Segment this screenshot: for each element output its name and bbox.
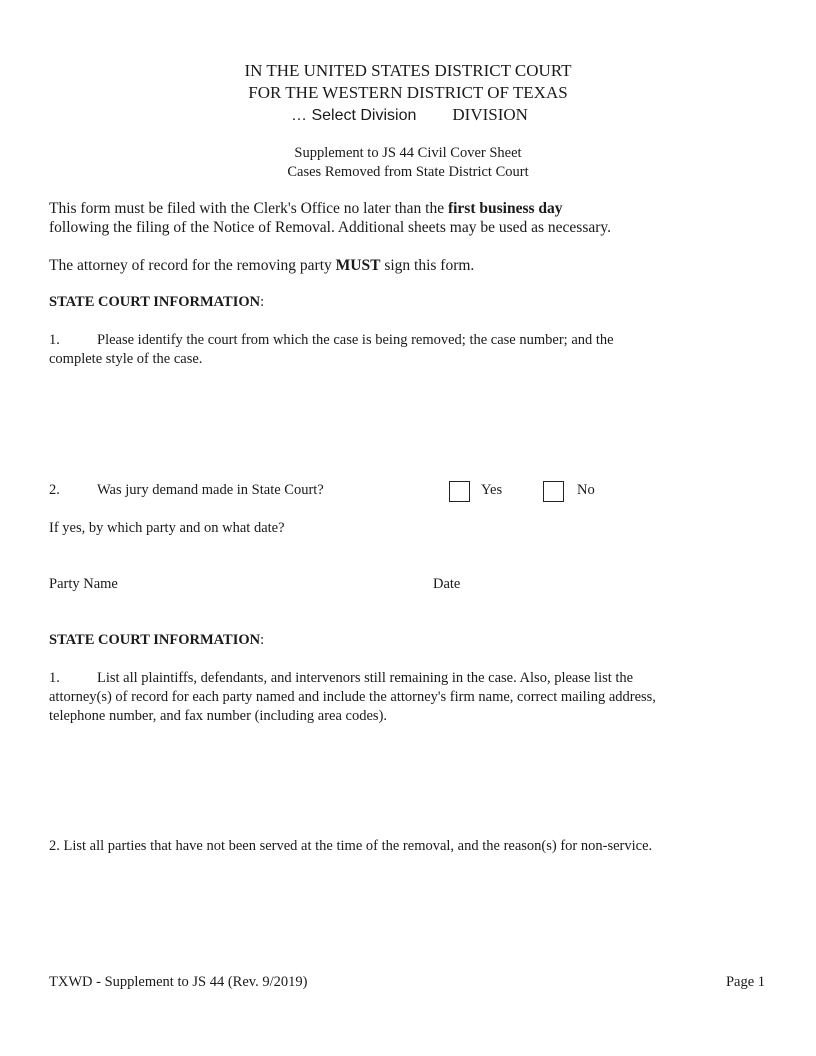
section1-q1-text: Please identify the court from which the case is being removed; the case number; and the (97, 332, 614, 348)
jury-demand-no-label: No (577, 482, 595, 498)
section2-question1-line3: telephone number, and fax number (including area codes). (49, 708, 388, 724)
date-label: Date (433, 576, 461, 592)
subtitle-line1: Supplement to JS 44 Civil Cover Sheet (294, 145, 522, 161)
court-title-line1: IN THE UNITED STATES DISTRICT COURT (244, 61, 572, 80)
subtitle-line2: Cases Removed from State District Court (287, 164, 529, 180)
section1-question1-line1 (49, 331, 614, 350)
jury-demand-followup: If yes, by which party and on what date? (49, 520, 285, 536)
jury-demand-yes-label: Yes (481, 482, 503, 498)
division-line (291, 104, 528, 126)
attorney-notice-text: The attorney of record for the removing party (49, 257, 336, 274)
section1-heading-colon: : (260, 294, 265, 310)
section1-heading (49, 293, 264, 312)
filing-instructions-line1 (49, 199, 779, 219)
must-emphasis: MUST (335, 257, 381, 274)
section2-q1-answer-area[interactable] (49, 730, 767, 825)
jury-demand-no-checkbox[interactable] (543, 481, 564, 502)
section2-heading-colon: : (260, 632, 265, 648)
section1-q2-number: 2. (49, 482, 60, 498)
date-field[interactable] (475, 570, 675, 594)
court-title-line2: FOR THE WESTERN DISTRICT OF TEXAS (248, 83, 568, 102)
section1-question2 (49, 481, 324, 500)
section2-question2: 2. List all parties that have not been served at the time of the removal, and the reason(s) for non-service. (49, 838, 653, 854)
filing-instructions-text: This form must be filed with the Clerk's Office no later than the (49, 200, 448, 217)
section2-heading (49, 631, 264, 650)
division-label: DIVISION (452, 105, 528, 124)
attorney-signature-notice (49, 256, 474, 276)
section2-heading-text: STATE COURT INFORMATION (49, 632, 261, 648)
party-name-label: Party Name (49, 576, 118, 592)
section2-q2-answer-area[interactable] (49, 860, 767, 955)
section1-heading-text: STATE COURT INFORMATION (49, 294, 261, 310)
attorney-notice-end: sign this form. (380, 257, 475, 274)
section2-q1-number: 1. (49, 670, 60, 686)
footer-page-number: Page 1 (725, 974, 765, 990)
section1-q1-answer-area[interactable] (49, 372, 767, 472)
section1-question1-line2: complete style of the case. (49, 351, 203, 367)
filing-instructions-line2: following the filing of the Notice of Removal. Additional sheets may be used as necessary. (49, 219, 612, 236)
section2-question1-line1 (49, 669, 633, 688)
section1-q1-number: 1. (49, 332, 60, 348)
section2-q1-text: List all plaintiffs, defendants, and intervenors still remaining in the case. Also, please list the (97, 670, 634, 686)
first-business-day: first business day (447, 200, 563, 217)
jury-demand-yes-checkbox[interactable] (449, 481, 470, 502)
section1-q2-text: Was jury demand made in State Court? (97, 482, 324, 498)
footer-form-id: TXWD - Supplement to JS 44 (Rev. 9/2019) (49, 974, 308, 990)
section2-question1-line2: attorney(s) of record for each party named and include the attorney's firm name, correct mailing address, (49, 689, 656, 705)
party-name-field[interactable] (140, 570, 410, 594)
division-select-field[interactable]: … Select Division (291, 107, 417, 124)
